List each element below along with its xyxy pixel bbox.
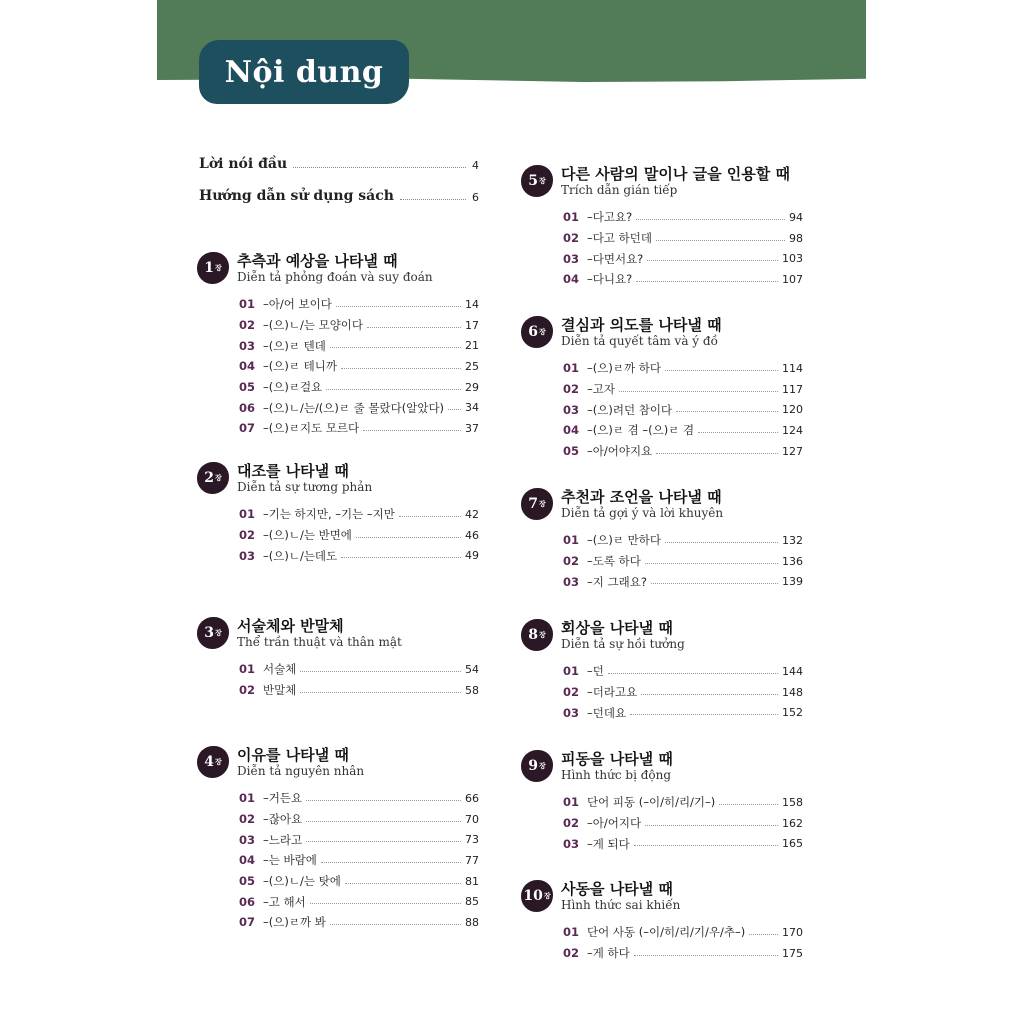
lesson-title: –(으)ㄹ 테니까 <box>263 359 337 374</box>
lesson-number: 01 <box>239 297 256 312</box>
lesson-number: 01 <box>239 507 256 522</box>
leader-dots <box>636 281 778 282</box>
lesson-title: –아/어지다 <box>587 816 642 831</box>
lesson-page: 70 <box>465 812 479 826</box>
leader-dots <box>321 862 461 863</box>
front-matter-guide[interactable] <box>199 188 479 204</box>
lesson-title: –(으)ㄹ걸요 <box>263 380 323 395</box>
lesson-entry[interactable] <box>563 248 803 269</box>
front-matter-label: Hướng dẫn sử dụng sách <box>199 188 394 204</box>
lesson-number: 03 <box>563 705 580 720</box>
lesson-title: –(으)ㄴ/는 탓에 <box>263 874 341 889</box>
lesson-page: 37 <box>465 421 479 435</box>
lesson-entry[interactable] <box>563 420 803 441</box>
front-matter-label: Lời nói đầu <box>199 156 288 172</box>
lesson-page: 136 <box>782 554 803 568</box>
lesson-page: 54 <box>465 662 479 676</box>
lesson-title: –다면서요? <box>587 251 644 266</box>
page-title: Nội dung <box>224 54 384 90</box>
lesson-page: 144 <box>782 664 803 678</box>
lesson-entry[interactable] <box>239 788 479 809</box>
chapter-suffix: 장 <box>214 758 222 766</box>
lesson-number: 01 <box>563 795 580 810</box>
lesson-page: 88 <box>465 915 479 929</box>
chapter-suffix: 장 <box>538 328 546 336</box>
lesson-entry[interactable] <box>563 207 803 228</box>
lesson-page: 85 <box>465 895 479 909</box>
front-matter-page: 6 <box>472 191 479 204</box>
lesson-page: 132 <box>782 533 803 547</box>
chapter-title-vietnamese: Diễn tả phỏng đoán và suy đoán <box>237 270 433 284</box>
lesson-title: –게 되다 <box>587 836 630 851</box>
lesson-entry[interactable] <box>239 397 479 418</box>
lesson-list <box>563 661 803 723</box>
chapter-badge <box>521 488 553 520</box>
chapter-suffix: 장 <box>214 474 222 482</box>
lesson-number: 03 <box>563 574 580 589</box>
leader-dots <box>399 516 461 517</box>
lesson-page: 148 <box>782 685 803 699</box>
lesson-entry[interactable] <box>239 377 479 398</box>
lesson-title: –잖아요 <box>263 812 303 827</box>
lesson-title: 반말체 <box>263 683 297 698</box>
chapter-suffix: 장 <box>538 762 546 770</box>
leader-dots <box>326 389 461 390</box>
lesson-number: 02 <box>563 231 580 246</box>
lesson-entry[interactable] <box>563 441 803 462</box>
chapter-badge <box>197 462 229 494</box>
leader-dots <box>641 694 778 695</box>
lesson-title: –도록 하다 <box>587 554 641 569</box>
chapter-badge <box>521 619 553 651</box>
leader-dots <box>330 347 461 348</box>
chapter-title-korean[interactable]: 서술체와 반말체 <box>237 617 344 635</box>
lesson-entry[interactable] <box>239 356 479 377</box>
leader-dots <box>656 453 778 454</box>
front-matter-page: 4 <box>472 159 479 172</box>
chapter-title-vietnamese: Thể trần thuật và thân mật <box>237 635 402 649</box>
lesson-page: 114 <box>782 361 803 375</box>
leader-dots <box>341 368 461 369</box>
lesson-entry[interactable] <box>239 891 479 912</box>
lesson-number: 03 <box>239 832 256 847</box>
lesson-entry[interactable] <box>563 399 803 420</box>
lesson-title: –느라고 <box>263 832 303 847</box>
lesson-number: 02 <box>563 946 580 961</box>
lesson-entry[interactable] <box>239 809 479 830</box>
lesson-list <box>563 792 803 854</box>
leader-dots <box>448 409 461 410</box>
lesson-title: –(으)ㄹ지도 모르다 <box>263 421 360 436</box>
leader-dots <box>306 841 461 842</box>
chapter-title-korean[interactable]: 추측과 예상을 나타낼 때 <box>237 252 398 270</box>
leader-dots <box>363 430 461 431</box>
chapter-title-vietnamese: Diễn tả sự tương phản <box>237 480 373 494</box>
lesson-entry[interactable] <box>563 551 803 572</box>
lesson-page: 127 <box>782 444 803 458</box>
lesson-number: 04 <box>239 359 256 374</box>
chapter-number: 6 <box>528 324 538 340</box>
lesson-entry[interactable] <box>563 792 803 813</box>
lesson-entry[interactable] <box>239 504 479 525</box>
lesson-number: 06 <box>239 894 256 909</box>
lesson-entry[interactable] <box>563 571 803 592</box>
chapter-title-korean[interactable]: 회상을 나타낼 때 <box>561 619 673 637</box>
lesson-number: 04 <box>563 423 580 438</box>
lesson-entry[interactable] <box>563 702 803 723</box>
lesson-title: 단어 피동 (–이/히/리/기–) <box>587 795 716 810</box>
chapter-number: 9 <box>528 758 538 774</box>
title-plate <box>199 40 409 104</box>
leader-dots <box>634 955 778 956</box>
lesson-entry[interactable] <box>563 228 803 249</box>
lesson-page: 46 <box>465 528 479 542</box>
lesson-page: 17 <box>465 318 479 332</box>
lesson-page: 170 <box>782 925 803 939</box>
lesson-page: 81 <box>465 874 479 888</box>
chapter-title-vietnamese: Diễn tả nguyên nhân <box>237 764 365 778</box>
lesson-page: 29 <box>465 380 479 394</box>
lesson-entry[interactable] <box>239 525 479 546</box>
leader-dots <box>306 821 461 822</box>
lesson-list <box>239 504 479 566</box>
lesson-page: 77 <box>465 853 479 867</box>
lesson-list <box>239 659 479 700</box>
chapter-title-korean[interactable]: 다른 사람의 말이나 글을 인용할 때 <box>561 165 790 183</box>
lesson-number: 04 <box>239 853 256 868</box>
leader-dots <box>356 537 461 538</box>
lesson-title: –(으)ㄴ/는 모양이다 <box>263 318 364 333</box>
lesson-title: –고자 <box>587 382 615 397</box>
lesson-number: 01 <box>563 925 580 940</box>
lesson-number: 03 <box>563 251 580 266</box>
lesson-page: 107 <box>782 272 803 286</box>
chapter-number: 2 <box>204 470 214 486</box>
lesson-entry[interactable] <box>239 418 479 439</box>
leader-dots <box>634 845 778 846</box>
chapter-number: 3 <box>204 625 214 641</box>
chapter-suffix: 장 <box>214 629 222 637</box>
chapter-badge <box>197 617 229 649</box>
lesson-entry[interactable] <box>563 379 803 400</box>
lesson-title: –아/어야지요 <box>587 444 653 459</box>
lesson-page: 120 <box>782 403 803 417</box>
lesson-number: 01 <box>563 533 580 548</box>
chapter-title-vietnamese: Hình thức bị động <box>561 768 672 782</box>
lesson-title: –다고요? <box>587 210 633 225</box>
chapter-number: 7 <box>528 496 538 512</box>
lesson-number: 01 <box>563 210 580 225</box>
lesson-title: –(으)ㄴ/는데도 <box>263 548 338 563</box>
lesson-number: 01 <box>239 662 256 677</box>
lesson-number: 05 <box>239 874 256 889</box>
lesson-entry[interactable] <box>563 922 803 943</box>
lesson-title: –아/어 보이다 <box>263 297 332 312</box>
chapter-title-korean[interactable]: 이유를 나타낼 때 <box>237 746 349 764</box>
chapter-title-korean[interactable]: 대조를 나타낼 때 <box>237 462 349 480</box>
leader-dots <box>719 804 778 805</box>
lesson-number: 02 <box>239 528 256 543</box>
lesson-page: 66 <box>465 791 479 805</box>
lesson-entry[interactable] <box>563 269 803 290</box>
lesson-entry[interactable] <box>239 912 479 933</box>
leader-dots <box>630 714 778 715</box>
chapter-badge <box>521 165 553 197</box>
lesson-page: 21 <box>465 339 479 353</box>
chapter-number: 5 <box>528 173 538 189</box>
leader-dots <box>345 883 461 884</box>
lesson-entry[interactable] <box>239 545 479 566</box>
chapter-number: 10 <box>523 888 543 904</box>
lesson-title: –던 <box>587 664 604 679</box>
lesson-number: 07 <box>239 915 256 930</box>
chapter-title-vietnamese: Diễn tả quyết tâm và ý đồ <box>561 334 718 348</box>
leader-dots <box>665 370 778 371</box>
lesson-page: 124 <box>782 423 803 437</box>
leader-dots <box>400 199 466 200</box>
lesson-title: –(으)려던 참이다 <box>587 402 673 417</box>
lesson-number: 02 <box>239 812 256 827</box>
lesson-page: 94 <box>789 210 803 224</box>
chapter-suffix: 장 <box>543 892 551 900</box>
lesson-title: –다고 하던데 <box>587 231 652 246</box>
lesson-number: 02 <box>563 816 580 831</box>
lesson-page: 117 <box>782 382 803 396</box>
leader-dots <box>306 800 461 801</box>
leader-dots <box>698 432 778 433</box>
leader-dots <box>300 692 461 693</box>
leader-dots <box>341 557 461 558</box>
lesson-entry[interactable] <box>563 943 803 964</box>
lesson-entry[interactable] <box>563 813 803 834</box>
leader-dots <box>619 391 778 392</box>
leader-dots <box>367 327 461 328</box>
chapter-badge <box>197 252 229 284</box>
lesson-title: –는 바람에 <box>263 853 317 868</box>
lesson-number: 05 <box>239 380 256 395</box>
lesson-entry[interactable] <box>239 871 479 892</box>
lesson-number: 02 <box>239 683 256 698</box>
leader-dots <box>647 260 778 261</box>
lesson-title: –(으)ㄹ까 봐 <box>263 915 326 930</box>
lesson-title: –(으)ㄴ/는/(으)ㄹ 줄 몰랐다(알았다) <box>263 400 445 415</box>
lesson-entry[interactable] <box>239 335 479 356</box>
lesson-number: 02 <box>239 318 256 333</box>
leader-dots <box>330 924 461 925</box>
lesson-title: –거든요 <box>263 791 303 806</box>
lesson-title: –(으)ㄹ까 하다 <box>587 361 661 376</box>
lesson-number: 04 <box>563 272 580 287</box>
leader-dots <box>645 825 778 826</box>
lesson-list <box>563 358 803 461</box>
lesson-title: 서술체 <box>263 662 297 677</box>
leader-dots <box>608 673 778 674</box>
lesson-entry[interactable] <box>239 315 479 336</box>
lesson-list <box>239 294 479 439</box>
chapter-title-vietnamese: Trích dẫn gián tiếp <box>561 183 678 197</box>
lesson-list <box>563 922 803 963</box>
lesson-number: 03 <box>239 338 256 353</box>
lesson-page: 34 <box>465 401 479 415</box>
front-matter-preface[interactable] <box>199 156 479 172</box>
lesson-entry[interactable] <box>563 833 803 854</box>
leader-dots <box>676 411 778 412</box>
chapter-title-korean[interactable]: 결심과 의도를 나타낼 때 <box>561 316 722 334</box>
leader-dots <box>645 563 778 564</box>
lesson-title: –(으)ㄹ 텐데 <box>263 338 326 353</box>
leader-dots <box>293 167 466 168</box>
leader-dots <box>636 219 785 220</box>
lesson-entry[interactable] <box>563 661 803 682</box>
lesson-list <box>563 530 803 592</box>
lesson-page: 162 <box>782 816 803 830</box>
chapter-suffix: 장 <box>214 264 222 272</box>
lesson-number: 02 <box>563 685 580 700</box>
lesson-number: 07 <box>239 421 256 436</box>
lesson-page: 98 <box>789 231 803 245</box>
leader-dots <box>336 306 461 307</box>
chapter-suffix: 장 <box>538 500 546 508</box>
chapter-title-korean[interactable]: 추천과 조언을 나타낼 때 <box>561 488 722 506</box>
lesson-number: 01 <box>563 361 580 376</box>
chapter-number: 1 <box>204 260 214 276</box>
lesson-entry[interactable] <box>239 829 479 850</box>
lesson-title: –(으)ㄴ/는 반면에 <box>263 528 352 543</box>
lesson-number: 06 <box>239 400 256 415</box>
lesson-entry[interactable] <box>239 294 479 315</box>
lesson-entry[interactable] <box>563 682 803 703</box>
chapter-title-vietnamese: Diễn tả gợi ý và lời khuyên <box>561 506 724 520</box>
lesson-number: 05 <box>563 444 580 459</box>
lesson-number: 03 <box>563 836 580 851</box>
lesson-list <box>563 207 803 290</box>
lesson-list <box>239 788 479 933</box>
lesson-title: –지 그래요? <box>587 574 647 589</box>
lesson-page: 165 <box>782 837 803 851</box>
lesson-entry[interactable] <box>239 680 479 701</box>
leader-dots <box>656 240 785 241</box>
lesson-page: 58 <box>465 683 479 697</box>
lesson-page: 49 <box>465 549 479 563</box>
lesson-entry[interactable] <box>239 850 479 871</box>
lesson-page: 158 <box>782 795 803 809</box>
chapter-suffix: 장 <box>538 631 546 639</box>
lesson-entry[interactable] <box>563 358 803 379</box>
lesson-entry[interactable] <box>239 659 479 680</box>
lesson-title: –게 하다 <box>587 946 630 961</box>
lesson-page: 25 <box>465 359 479 373</box>
chapter-title-vietnamese: Diễn tả sự hồi tưởng <box>561 637 685 651</box>
lesson-number: 02 <box>563 382 580 397</box>
lesson-page: 73 <box>465 833 479 847</box>
lesson-number: 03 <box>563 402 580 417</box>
leader-dots <box>651 583 778 584</box>
chapter-badge <box>521 880 553 912</box>
chapter-title-korean[interactable]: 피동을 나타낼 때 <box>561 750 673 768</box>
lesson-title: –고 해서 <box>263 894 306 909</box>
chapter-number: 8 <box>528 627 538 643</box>
lesson-title: 단어 사동 (–이/히/리/기/우/추–) <box>587 925 746 940</box>
leader-dots <box>749 934 778 935</box>
lesson-number: 01 <box>563 664 580 679</box>
lesson-page: 103 <box>782 252 803 266</box>
lesson-number: 03 <box>239 548 256 563</box>
chapter-title-vietnamese: Hình thức sai khiến <box>561 898 681 912</box>
leader-dots <box>300 671 461 672</box>
lesson-title: –던데요 <box>587 705 627 720</box>
lesson-entry[interactable] <box>563 530 803 551</box>
chapter-suffix: 장 <box>538 177 546 185</box>
lesson-page: 14 <box>465 297 479 311</box>
chapter-badge <box>197 746 229 778</box>
chapter-badge <box>521 316 553 348</box>
lesson-title: –기는 하지만, –기는 –지만 <box>263 507 395 522</box>
lesson-title: –다니요? <box>587 272 633 287</box>
chapter-badge <box>521 750 553 782</box>
lesson-page: 139 <box>782 575 803 589</box>
lesson-title: –(으)ㄹ 만하다 <box>587 533 661 548</box>
lesson-page: 152 <box>782 706 803 720</box>
lesson-title: –(으)ㄹ 겸 –(으)ㄹ 겸 <box>587 423 695 438</box>
leader-dots <box>310 903 461 904</box>
lesson-title: –더라고요 <box>587 685 638 700</box>
chapter-number: 4 <box>204 754 214 770</box>
lesson-page: 175 <box>782 946 803 960</box>
lesson-number: 02 <box>563 554 580 569</box>
lesson-number: 01 <box>239 791 256 806</box>
chapter-title-korean[interactable]: 사동을 나타낼 때 <box>561 880 673 898</box>
lesson-page: 42 <box>465 507 479 521</box>
leader-dots <box>665 542 778 543</box>
book-page <box>157 0 866 1024</box>
